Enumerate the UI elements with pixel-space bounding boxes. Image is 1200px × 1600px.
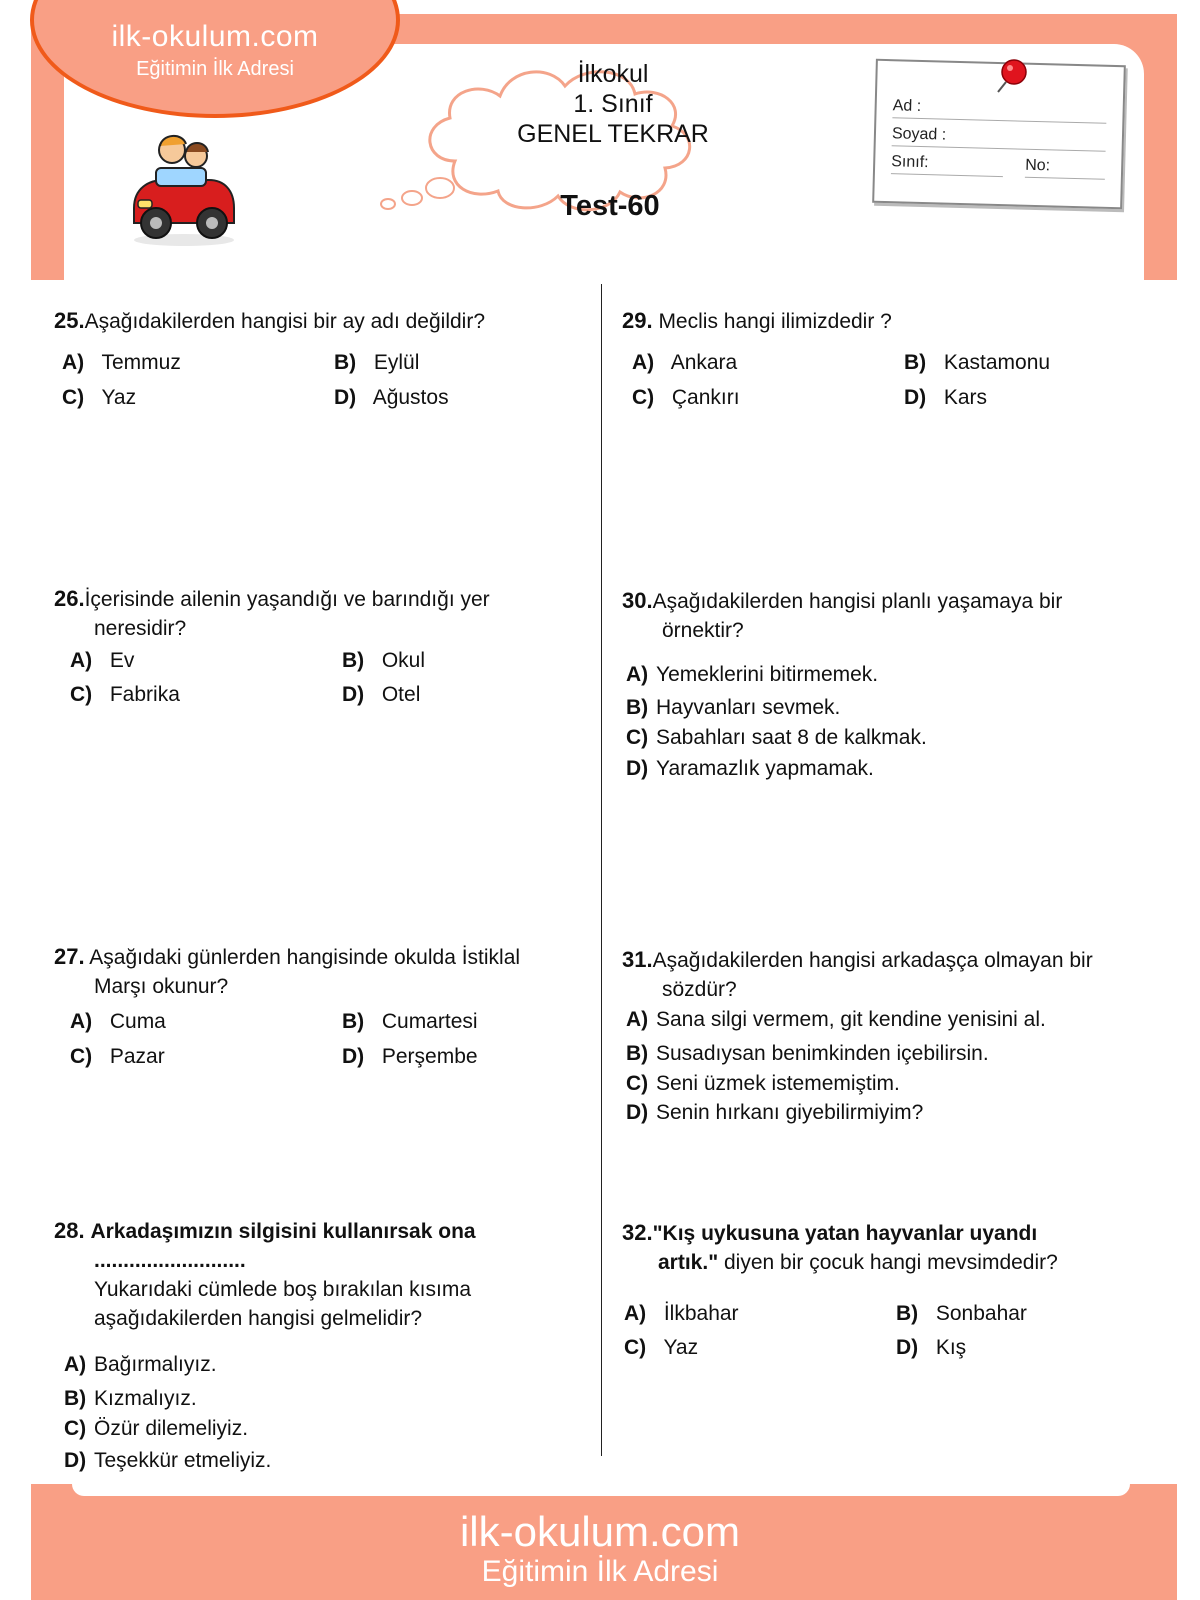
question-text-line2: aşağıdakilerden hangisi gelmelidir? bbox=[94, 1307, 423, 1330]
question-32 bbox=[622, 1218, 1058, 1277]
logo-tagline: Eğitimin İlk Adresi bbox=[136, 58, 294, 80]
question-text-line1: Yukarıdaki cümlede boş bırakılan kısıma bbox=[94, 1278, 472, 1301]
q28-option-b[interactable]: B) Kızmalıyız. bbox=[64, 1387, 197, 1410]
q25-option-d[interactable]: D) Ağustos bbox=[334, 386, 449, 409]
class-field[interactable] bbox=[891, 151, 1004, 177]
q31-option-b[interactable]: B) Susadıysan benimkinden içebilirsin. bbox=[626, 1042, 989, 1065]
q29-option-d[interactable]: D) Kars bbox=[904, 386, 988, 409]
question-number: 30. bbox=[622, 588, 653, 613]
test-title: Test-60 bbox=[560, 190, 660, 222]
q27-option-b[interactable]: B) Cumartesi bbox=[342, 1010, 478, 1033]
number-label: No: bbox=[1024, 156, 1051, 175]
q30-option-c[interactable]: C) Sabahları saat 8 de kalkmak. bbox=[626, 726, 927, 749]
q32-option-d[interactable]: D) Kış bbox=[896, 1336, 967, 1359]
q31-option-c[interactable]: C) Seni üzmek istememiştim. bbox=[626, 1072, 900, 1095]
q32-option-a[interactable]: A) İlkbahar bbox=[624, 1302, 739, 1325]
question-31 bbox=[622, 945, 1093, 1004]
q26-option-d[interactable]: D) Otel bbox=[342, 683, 421, 706]
question-number: 32. bbox=[622, 1220, 653, 1245]
question-text-line1: Aşağıdakilerden hangisi planlı yaşamaya bir bbox=[652, 590, 1063, 613]
push-pin-icon bbox=[992, 56, 1032, 96]
q28-option-a[interactable]: A) Bağırmalıyız. bbox=[64, 1353, 217, 1376]
q30-option-b[interactable]: B) Hayvanları sevmek. bbox=[626, 696, 841, 719]
question-number: 25. bbox=[54, 308, 85, 333]
q25-option-b[interactable]: B) Eylül bbox=[334, 351, 420, 374]
question-text-line1: İçerisinde ailenin yaşandığı ve barındığı yer bbox=[84, 588, 490, 611]
grade-level: 1. Sınıf bbox=[573, 90, 653, 118]
question-statement-blank: .......................... bbox=[94, 1249, 246, 1272]
q29-option-a[interactable]: A) Ankara bbox=[632, 351, 738, 374]
question-number: 27. bbox=[54, 944, 85, 969]
q28-option-c[interactable]: C) Özür dilemeliyiz. bbox=[64, 1417, 249, 1440]
question-text: Aşağıdakilerden hangisi bir ay adı değildir? bbox=[84, 310, 486, 333]
footer-site-name[interactable]: ilk-okulum.com bbox=[459, 1508, 741, 1555]
school-level: İlkokul bbox=[577, 60, 649, 88]
question-text-line2: sözdür? bbox=[662, 978, 737, 1001]
question-text-line2: Marşı okunur? bbox=[94, 975, 229, 998]
question-statement-line1: Arkadaşımızın silgisini kullanırsak ona bbox=[90, 1220, 476, 1243]
section-title: GENEL TEKRAR bbox=[517, 120, 709, 148]
name-field[interactable] bbox=[892, 95, 1107, 124]
q28-option-d[interactable]: D) Teşekkür etmeliyiz. bbox=[64, 1449, 272, 1472]
q29-option-c[interactable]: C) Çankırı bbox=[632, 386, 740, 409]
question-text: diyen bir çocuk hangi mevsimdedir? bbox=[718, 1251, 1058, 1274]
class-label: Sınıf: bbox=[891, 153, 929, 172]
question-text-line2: neresidir? bbox=[94, 617, 187, 640]
q26-option-b[interactable]: B) Okul bbox=[342, 649, 426, 672]
number-field[interactable] bbox=[1025, 155, 1106, 180]
q26-option-a[interactable]: A) Ev bbox=[70, 649, 135, 672]
q25-option-a[interactable]: A) Temmuz bbox=[62, 351, 181, 374]
question-text-line2: örnektir? bbox=[662, 619, 744, 642]
logo-title: ilk-okulum.com bbox=[111, 20, 319, 53]
surname-label: Soyad : bbox=[891, 125, 947, 144]
question-text-line1: Aşağıdakilerden hangisi arkadaşça olmayan bir bbox=[652, 949, 1093, 972]
q27-option-a[interactable]: A) Cuma bbox=[70, 1010, 166, 1033]
question-quote-line2: artık." bbox=[658, 1251, 719, 1274]
question-25 bbox=[54, 306, 485, 336]
question-number: 26. bbox=[54, 586, 85, 611]
column-divider bbox=[601, 284, 602, 1456]
q30-option-a[interactable]: A) Yemeklerini bitirmemek. bbox=[626, 663, 879, 686]
footer-tagline: Eğitimin İlk Adresi bbox=[481, 1555, 719, 1588]
q27-option-d[interactable]: D) Perşembe bbox=[342, 1045, 478, 1068]
question-number: 28. bbox=[54, 1218, 85, 1243]
q25-option-c[interactable]: C) Yaz bbox=[62, 386, 137, 409]
question-text: Meclis hangi ilimizdedir ? bbox=[658, 310, 892, 333]
q31-option-a[interactable]: A) Sana silgi vermem, git kendine yenisini al. bbox=[626, 1008, 1046, 1031]
q26-option-c[interactable]: C) Fabrika bbox=[70, 683, 180, 706]
q31-option-d[interactable]: D) Senin hırkanı giyebilirmiyim? bbox=[626, 1101, 924, 1124]
question-29 bbox=[622, 306, 892, 336]
question-quote-line1: "Kış uykusuna yatan hayvanlar uyandı bbox=[652, 1222, 1038, 1245]
question-27 bbox=[54, 942, 520, 1001]
q29-option-b[interactable]: B) Kastamonu bbox=[904, 351, 1051, 374]
question-30 bbox=[622, 586, 1062, 645]
q27-option-c[interactable]: C) Pazar bbox=[70, 1045, 165, 1068]
q30-option-d[interactable]: D) Yaramazlık yapmamak. bbox=[626, 757, 874, 780]
question-text-line1: Aşağıdaki günlerden hangisinde okulda İstiklal bbox=[89, 946, 521, 969]
question-28 bbox=[54, 1216, 476, 1333]
question-26 bbox=[54, 584, 490, 643]
footer-notch bbox=[72, 1484, 1130, 1496]
question-number: 29. bbox=[622, 308, 653, 333]
car-driver-icon bbox=[124, 128, 244, 248]
name-label: Ad : bbox=[892, 97, 922, 115]
question-number: 31. bbox=[622, 947, 653, 972]
surname-field[interactable] bbox=[892, 123, 1107, 152]
q32-option-b[interactable]: B) Sonbahar bbox=[896, 1302, 1027, 1325]
q32-option-c[interactable]: C) Yaz bbox=[624, 1336, 699, 1359]
